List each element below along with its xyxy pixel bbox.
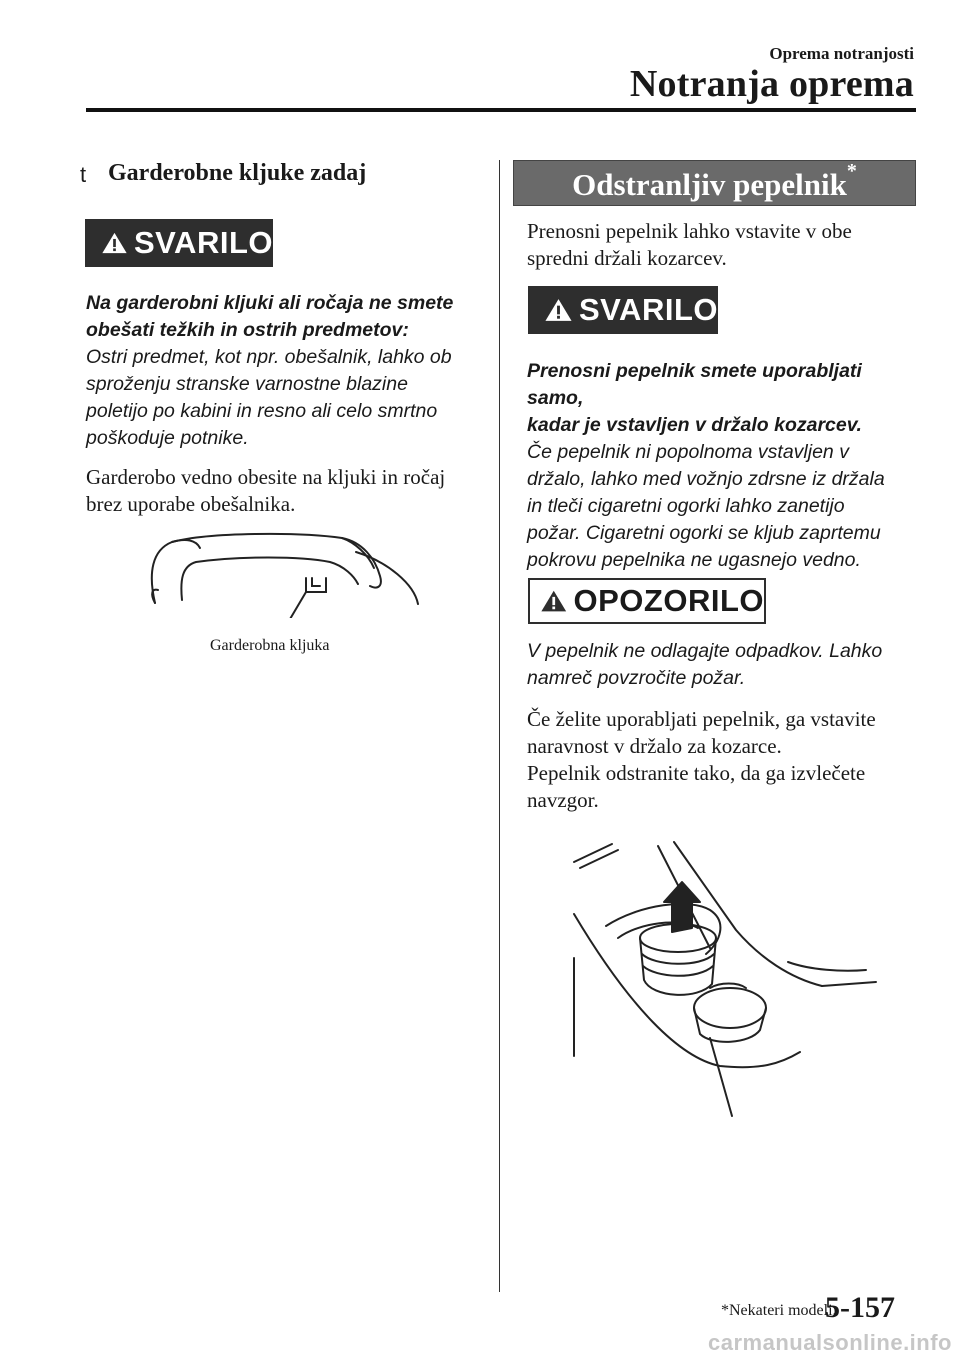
- warning-label: SVARILO: [134, 225, 273, 260]
- warning-triangle-icon: [101, 226, 128, 260]
- caution-badge: [528, 578, 766, 624]
- paragraph-line: Garderobo vedno obesite na kljuki in ročaj: [86, 465, 446, 489]
- coat-hook-illustration: [130, 528, 430, 618]
- footnote: *Nekateri modeli.: [721, 1302, 837, 1319]
- warning-triangle-icon: [544, 293, 573, 327]
- optional-equipment-mark: *: [846, 160, 857, 182]
- warning-line: Prenosni pepelnik smete uporabljati samo,: [527, 360, 862, 409]
- section-marker: t: [80, 162, 87, 187]
- warning-line: obešati težkih in ostrih predmetov:: [86, 319, 409, 341]
- paragraph-line: naravnost v držalo za kozarce.: [527, 734, 782, 758]
- column-divider: [499, 160, 500, 1292]
- watermark: carmanualsonline.info: [708, 1330, 952, 1355]
- caution-line: V pepelnik ne odlagajte odpadkov. Lahko: [527, 640, 883, 662]
- warning-label: SVARILO: [579, 292, 718, 327]
- header-rule: [86, 108, 916, 112]
- section-banner: [513, 160, 916, 206]
- warning-badge: [528, 286, 718, 334]
- paragraph-line: spredni držali kozarcev.: [527, 246, 727, 270]
- paragraph-line: Če želite uporabljati pepelnik, ga vstavite: [527, 707, 876, 731]
- warning-line: poletijo po kabini in resno ali celo smrtno: [86, 400, 438, 422]
- warning-line: pokrovu pepelnika ne ugasnejo vedno.: [527, 549, 861, 571]
- page-number: 5-157: [825, 1291, 895, 1324]
- figure-label: Garderobna kljuka: [210, 637, 330, 654]
- warning-line: sproženju stranske varnostne blazine: [86, 373, 408, 395]
- body-paragraph: [86, 464, 486, 518]
- section-heading: Garderobne kljuke zadaj: [108, 160, 367, 186]
- paragraph-line: Pepelnik odstranite tako, da ga izvlečete: [527, 761, 866, 785]
- warning-text: [527, 358, 922, 574]
- warning-badge: [85, 219, 273, 267]
- body-paragraph: [527, 706, 917, 814]
- warning-text: [86, 290, 486, 452]
- running-header-title: Notranja oprema: [629, 63, 914, 105]
- warning-line: Na garderobni kljuki ali ročaja ne smete: [86, 292, 454, 314]
- caution-triangle-icon: [540, 584, 568, 618]
- warning-line: Če pepelnik ni popolnoma vstavljen v: [527, 441, 849, 463]
- banner-title: Odstranljiv pepelnik: [572, 167, 847, 202]
- paragraph-line: navzgor.: [527, 788, 599, 812]
- intro-paragraph: [527, 218, 917, 272]
- running-header-section: Oprema notranjosti: [769, 44, 914, 63]
- paragraph-line: Prenosni pepelnik lahko vstavite v obe: [527, 219, 852, 243]
- warning-line: in tleči cigaretni ogorki lahko zanetijo: [527, 495, 845, 517]
- paragraph-line: brez uporabe obešalnika.: [86, 492, 296, 516]
- caution-label: OPOZORILO: [573, 583, 764, 618]
- ashtray-illustration: [560, 838, 880, 1118]
- caution-line: namreč povzročite požar.: [527, 667, 746, 689]
- warning-line: kadar je vstavljen v držalo kozarcev.: [527, 414, 862, 436]
- warning-line: poškoduje potnike.: [86, 427, 249, 449]
- warning-line: Ostri predmet, kot npr. obešalnik, lahko ob: [86, 346, 452, 368]
- warning-line: držalo, lahko med vožnjo zdrsne iz držala: [527, 468, 885, 490]
- caution-text: [527, 638, 922, 692]
- warning-line: požar. Cigaretni ogorki se kljub zaprtemu: [527, 522, 881, 544]
